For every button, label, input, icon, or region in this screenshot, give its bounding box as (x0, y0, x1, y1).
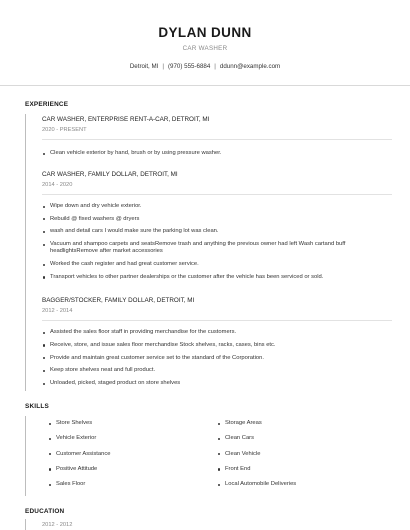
job-title (42, 297, 394, 304)
section-heading-education: EDUCATION (25, 508, 65, 515)
skills-rule (25, 416, 26, 496)
job-dates: 2012 - 2014 (42, 308, 73, 314)
skills-column-2 (217, 420, 377, 496)
list-item: Clean vehicle exterior by hand, brush or by using pressure washer. (42, 150, 394, 157)
job-role: CAR WASHER (42, 171, 85, 178)
job-entry (42, 171, 394, 281)
education-dates: 2012 - 2012 (42, 522, 73, 528)
separator: | (162, 63, 164, 70)
contact-line (0, 63, 410, 70)
job-bullets (42, 203, 394, 281)
section-heading-skills: SKILLS (25, 403, 49, 410)
skill-item: Clean Cars (217, 435, 377, 442)
skill-item: Storage Areas (217, 420, 377, 427)
email: ddunn@example.com (219, 63, 281, 70)
job-entry (42, 297, 394, 387)
list-item: Wipe down and dry vehicle exterior. (42, 203, 394, 210)
list-item: Transport vehicles to other partner dealerships or the customer after the vehicle has been serviced or sold. (42, 274, 394, 281)
list-item: Receive, store, and issue sales floor merchandise Stock shelves, racks, cases, bins etc. (42, 342, 394, 349)
job-dates: 2014 - 2020 (42, 182, 73, 188)
job-divider (42, 194, 392, 195)
list-item: Unloaded, picked, staged product on store shelves (42, 380, 394, 387)
resume-header (0, 0, 410, 70)
skills-column-1 (48, 420, 208, 496)
list-item: Keep store shelves neat and full product. (42, 367, 394, 374)
skill-item: Local Automobile Deliveries (217, 481, 377, 488)
skill-item: Sales Floor (48, 481, 208, 488)
job-company: , FAMILY DOLLAR, DETROIT, MI (101, 297, 195, 304)
job-bullets (42, 329, 394, 387)
job-company: , ENTERPRISE RENT-A-CAR, DETROIT, MI (84, 116, 210, 123)
skill-item: Positive Attitude (48, 466, 208, 473)
list-item: Rebuild @ fixed washers @ dryers (42, 216, 394, 223)
list-item: Vacuum and shampoo carpets and seatsRemove trash and anything the previous owner had left Wash cartand buff headlightsRemove after market accessories (42, 241, 394, 255)
section-heading-experience: EXPERIENCE (25, 101, 69, 108)
job-title (42, 116, 394, 123)
job-role: CAR WASHER (42, 116, 85, 123)
skill-item: Customer Assistance (48, 451, 208, 458)
job-title (42, 171, 394, 178)
list-item: wash and detail cars I would make sure the parking lot was clean. (42, 228, 394, 235)
job-divider (42, 139, 392, 140)
skill-item: Front End (217, 466, 377, 473)
job-role: BAGGER/STOCKER (42, 297, 102, 304)
skill-item: Store Shelves (48, 420, 208, 427)
candidate-name: DYLAN DUNN (158, 25, 252, 40)
experience-rule (25, 114, 26, 391)
skill-item: Clean Vehicle (217, 451, 377, 458)
location: Detroit, MI (129, 63, 159, 70)
list-item: Provide and maintain great customer service set to the standard of the Corporation. (42, 355, 394, 362)
candidate-title: CAR WASHER (182, 45, 228, 52)
job-divider (42, 320, 392, 321)
separator: | (214, 63, 216, 70)
header-divider (0, 85, 410, 86)
job-dates: 2020 - PRESENT (42, 127, 87, 133)
job-company: , FAMILY DOLLAR, DETROIT, MI (84, 171, 178, 178)
list-item: Worked the cash register and had great customer service. (42, 261, 394, 268)
education-rule (25, 519, 26, 530)
list-item: Assisted the sales floor staff in providing merchandise for the customers. (42, 329, 394, 336)
phone: (970) 555-6884 (167, 63, 211, 70)
job-entry (42, 116, 394, 157)
job-bullets (42, 150, 394, 157)
skill-item: Vehicle Exterior (48, 435, 208, 442)
